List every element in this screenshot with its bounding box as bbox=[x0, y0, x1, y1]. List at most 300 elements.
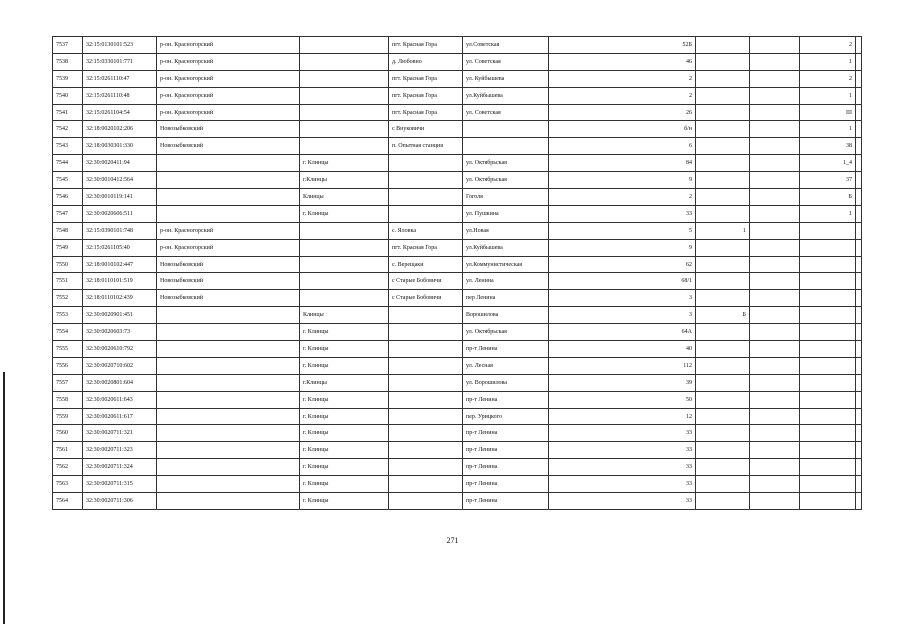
cell-cadastral-number: 32:18:0010102:447 bbox=[83, 256, 157, 273]
cell-structure bbox=[750, 408, 800, 425]
cell-apartment: 1 bbox=[800, 121, 856, 138]
cell-locality: пгт. Красная Гора bbox=[389, 70, 463, 87]
cell-city: г. Клинцы bbox=[300, 459, 389, 476]
cell-cadastral-number: 32:18:0020102:206 bbox=[83, 121, 157, 138]
cell-house-number: 39 bbox=[549, 374, 696, 391]
cell-apartment bbox=[800, 391, 856, 408]
cell-city: г. Клинцы bbox=[300, 205, 389, 222]
cell-spacer bbox=[856, 189, 862, 206]
cell-street: пр-т Ленина bbox=[463, 341, 549, 358]
cell-city: г. Клинцы bbox=[300, 476, 389, 493]
cell-cadastral-number: 32:30:0020711:321 bbox=[83, 425, 157, 442]
cell-building bbox=[696, 476, 750, 493]
cell-house-number: 2 bbox=[549, 70, 696, 87]
cell-cadastral-number: 32:15:0330101:771 bbox=[83, 53, 157, 70]
cell-structure bbox=[750, 425, 800, 442]
cell-street: пр-т Ленина bbox=[463, 442, 549, 459]
cell-structure bbox=[750, 104, 800, 121]
cell-house-number: 5 bbox=[549, 222, 696, 239]
cell-apartment: 1 bbox=[800, 205, 856, 222]
cell-district bbox=[157, 155, 300, 172]
cell-district bbox=[157, 493, 300, 510]
cell-locality bbox=[389, 341, 463, 358]
cell-building bbox=[696, 324, 750, 341]
cell-structure bbox=[750, 374, 800, 391]
page-number: 271 bbox=[446, 536, 459, 545]
cell-cadastral-number: 32:30:0020611:643 bbox=[83, 391, 157, 408]
cell-record-number: 7541 bbox=[53, 104, 83, 121]
cell-spacer bbox=[856, 256, 862, 273]
cell-structure bbox=[750, 324, 800, 341]
cell-record-number: 7553 bbox=[53, 307, 83, 324]
cell-record-number: 7559 bbox=[53, 408, 83, 425]
cell-record-number: 7548 bbox=[53, 222, 83, 239]
cell-apartment bbox=[800, 374, 856, 391]
cell-structure bbox=[750, 273, 800, 290]
cell-street: пр-т Ленина bbox=[463, 476, 549, 493]
cell-city bbox=[300, 87, 389, 104]
cell-house-number: 33 bbox=[549, 425, 696, 442]
cell-cadastral-number: 32:18:0110101:519 bbox=[83, 273, 157, 290]
cell-building bbox=[696, 425, 750, 442]
cell-apartment bbox=[800, 290, 856, 307]
cell-building bbox=[696, 357, 750, 374]
cell-city: г. Клинцы bbox=[300, 324, 389, 341]
cell-street: ул. Пушкина bbox=[463, 205, 549, 222]
cell-city: г. Клинцы bbox=[300, 155, 389, 172]
cell-locality bbox=[389, 374, 463, 391]
table-row bbox=[53, 374, 862, 391]
cell-street bbox=[463, 121, 549, 138]
cell-city bbox=[300, 256, 389, 273]
cell-locality bbox=[389, 391, 463, 408]
cell-spacer bbox=[856, 425, 862, 442]
table-row bbox=[53, 391, 862, 408]
cell-locality bbox=[389, 425, 463, 442]
cell-record-number: 7539 bbox=[53, 70, 83, 87]
cell-building bbox=[696, 37, 750, 54]
cell-district: р-он. Красногорский bbox=[157, 222, 300, 239]
cell-record-number: 7544 bbox=[53, 155, 83, 172]
table-row bbox=[53, 87, 862, 104]
cell-cadastral-number: 32:30:0020901:451 bbox=[83, 307, 157, 324]
cell-locality: пгт. Красная Гора bbox=[389, 37, 463, 54]
cell-building bbox=[696, 189, 750, 206]
cell-apartment bbox=[800, 256, 856, 273]
table-row bbox=[53, 476, 862, 493]
cell-spacer bbox=[856, 408, 862, 425]
cell-house-number: 2 bbox=[549, 189, 696, 206]
table-row bbox=[53, 222, 862, 239]
cell-record-number: 7558 bbox=[53, 391, 83, 408]
cell-structure bbox=[750, 442, 800, 459]
cell-building bbox=[696, 70, 750, 87]
cell-building bbox=[696, 374, 750, 391]
cell-spacer bbox=[856, 172, 862, 189]
cell-building bbox=[696, 273, 750, 290]
cell-record-number: 7545 bbox=[53, 172, 83, 189]
cell-house-number: 62 bbox=[549, 256, 696, 273]
cell-house-number: 9 bbox=[549, 172, 696, 189]
cell-cadastral-number: 32:15:0261105:40 bbox=[83, 239, 157, 256]
cell-structure bbox=[750, 138, 800, 155]
cell-record-number: 7561 bbox=[53, 442, 83, 459]
cell-structure bbox=[750, 37, 800, 54]
table-row bbox=[53, 493, 862, 510]
cell-record-number: 7562 bbox=[53, 459, 83, 476]
cell-structure bbox=[750, 205, 800, 222]
cell-building: Б bbox=[696, 307, 750, 324]
cell-district bbox=[157, 476, 300, 493]
cell-spacer bbox=[856, 53, 862, 70]
cell-house-number: 6 bbox=[549, 138, 696, 155]
cell-apartment bbox=[800, 239, 856, 256]
cell-locality bbox=[389, 324, 463, 341]
cell-record-number: 7537 bbox=[53, 37, 83, 54]
cell-record-number: 7543 bbox=[53, 138, 83, 155]
cell-district bbox=[157, 374, 300, 391]
cell-structure bbox=[750, 256, 800, 273]
table-row bbox=[53, 37, 862, 54]
cell-house-number: 33 bbox=[549, 476, 696, 493]
cell-apartment: 37 bbox=[800, 172, 856, 189]
cell-spacer bbox=[856, 374, 862, 391]
cell-structure bbox=[750, 357, 800, 374]
cell-city bbox=[300, 239, 389, 256]
cell-structure bbox=[750, 155, 800, 172]
cell-city: г. Клинцы bbox=[300, 391, 389, 408]
cell-city: Клинцы bbox=[300, 307, 389, 324]
cell-house-number: 52Б bbox=[549, 37, 696, 54]
cell-spacer bbox=[856, 121, 862, 138]
cell-structure bbox=[750, 391, 800, 408]
cell-cadastral-number: 32:30:0020610:792 bbox=[83, 341, 157, 358]
cell-locality: с. Яловка bbox=[389, 222, 463, 239]
cell-spacer bbox=[856, 442, 862, 459]
cell-street: пр-т Ленина bbox=[463, 425, 549, 442]
cell-district: Новозыбковский bbox=[157, 273, 300, 290]
cell-city: г. Клинцы bbox=[300, 493, 389, 510]
cell-record-number: 7538 bbox=[53, 53, 83, 70]
cell-building bbox=[696, 138, 750, 155]
cell-house-number: 50 bbox=[549, 391, 696, 408]
table-row bbox=[53, 425, 862, 442]
cell-record-number: 7564 bbox=[53, 493, 83, 510]
cell-district: Новозыбковский bbox=[157, 138, 300, 155]
cell-house-number: 40 bbox=[549, 341, 696, 358]
cell-city: г. Клинцы bbox=[300, 341, 389, 358]
cell-street: ул. Октябрьская bbox=[463, 172, 549, 189]
cell-house-number: 46 bbox=[549, 53, 696, 70]
cell-house-number: 33 bbox=[549, 442, 696, 459]
table-row bbox=[53, 70, 862, 87]
cell-building bbox=[696, 205, 750, 222]
cell-spacer bbox=[856, 205, 862, 222]
table-row bbox=[53, 104, 862, 121]
cell-spacer bbox=[856, 70, 862, 87]
cell-city: Клинцы bbox=[300, 189, 389, 206]
cell-apartment: 1 bbox=[800, 53, 856, 70]
cell-street bbox=[463, 138, 549, 155]
cell-district: р-он. Красногорский bbox=[157, 104, 300, 121]
cell-house-number: 64А bbox=[549, 324, 696, 341]
cell-cadastral-number: 32:30:0020711:324 bbox=[83, 459, 157, 476]
cell-apartment: III bbox=[800, 104, 856, 121]
cell-building bbox=[696, 53, 750, 70]
cell-structure bbox=[750, 189, 800, 206]
cell-locality bbox=[389, 408, 463, 425]
cell-district bbox=[157, 459, 300, 476]
cell-spacer bbox=[856, 155, 862, 172]
table-row bbox=[53, 155, 862, 172]
cell-apartment bbox=[800, 341, 856, 358]
cell-street: ул. Куйбышева bbox=[463, 70, 549, 87]
cell-structure bbox=[750, 121, 800, 138]
cell-district bbox=[157, 172, 300, 189]
table-row bbox=[53, 138, 862, 155]
cell-house-number: 33 bbox=[549, 459, 696, 476]
cell-spacer bbox=[856, 493, 862, 510]
cell-structure bbox=[750, 459, 800, 476]
cell-district bbox=[157, 391, 300, 408]
cell-city: г. Клинцы bbox=[300, 357, 389, 374]
cell-cadastral-number: 32:30:0020411:94 bbox=[83, 155, 157, 172]
cell-district bbox=[157, 341, 300, 358]
cell-apartment bbox=[800, 408, 856, 425]
cell-structure bbox=[750, 87, 800, 104]
cell-building bbox=[696, 121, 750, 138]
cell-cadastral-number: 32:30:0020711:315 bbox=[83, 476, 157, 493]
cell-spacer bbox=[856, 391, 862, 408]
cell-locality: пгт. Красная Гора bbox=[389, 104, 463, 121]
cell-apartment: Б bbox=[800, 189, 856, 206]
cell-record-number: 7546 bbox=[53, 189, 83, 206]
cell-street: ул.Советская bbox=[463, 37, 549, 54]
cell-cadastral-number: 32:15:0261104:54 bbox=[83, 104, 157, 121]
cell-district bbox=[157, 357, 300, 374]
cell-spacer bbox=[856, 239, 862, 256]
scan-edge-mark bbox=[3, 372, 5, 624]
cell-district: р-он. Красногорский bbox=[157, 70, 300, 87]
cell-structure bbox=[750, 53, 800, 70]
table-row bbox=[53, 307, 862, 324]
cell-structure bbox=[750, 307, 800, 324]
cell-apartment: 38 bbox=[800, 138, 856, 155]
cell-structure bbox=[750, 222, 800, 239]
cell-house-number: 33 bbox=[549, 205, 696, 222]
table-row bbox=[53, 459, 862, 476]
cell-structure bbox=[750, 172, 800, 189]
cell-cadastral-number: 32:30:0020711:323 bbox=[83, 442, 157, 459]
table-row bbox=[53, 442, 862, 459]
cell-record-number: 7547 bbox=[53, 205, 83, 222]
cell-locality bbox=[389, 476, 463, 493]
cell-cadastral-number: 32:30:0010412:564 bbox=[83, 172, 157, 189]
cell-spacer bbox=[856, 307, 862, 324]
cell-apartment bbox=[800, 425, 856, 442]
cell-district: р-он. Красногорский bbox=[157, 239, 300, 256]
cell-record-number: 7551 bbox=[53, 273, 83, 290]
cell-locality: с Внуковичи bbox=[389, 121, 463, 138]
cell-street: пер. Урицкого bbox=[463, 408, 549, 425]
cell-street: ул. Ленина bbox=[463, 273, 549, 290]
cell-structure bbox=[750, 290, 800, 307]
table-row bbox=[53, 205, 862, 222]
cell-house-number: 3 bbox=[549, 307, 696, 324]
cell-locality: с Старые Бобовичи bbox=[389, 273, 463, 290]
cell-city: г.Клинцы bbox=[300, 374, 389, 391]
cell-building bbox=[696, 256, 750, 273]
cell-spacer bbox=[856, 37, 862, 54]
table-row bbox=[53, 324, 862, 341]
table-row bbox=[53, 290, 862, 307]
cell-apartment: 2 bbox=[800, 37, 856, 54]
cell-locality bbox=[389, 189, 463, 206]
cell-building bbox=[696, 290, 750, 307]
cell-apartment: 1_4 bbox=[800, 155, 856, 172]
cell-locality bbox=[389, 307, 463, 324]
cell-locality bbox=[389, 172, 463, 189]
cell-street: ул.Куйбышева bbox=[463, 87, 549, 104]
cell-structure bbox=[750, 341, 800, 358]
cell-spacer bbox=[856, 476, 862, 493]
cell-street: ул.Коммунистическая bbox=[463, 256, 549, 273]
cell-locality: п. Опытная станция bbox=[389, 138, 463, 155]
table-row bbox=[53, 239, 862, 256]
cell-house-number: 26 bbox=[549, 104, 696, 121]
table-row bbox=[53, 273, 862, 290]
cell-apartment bbox=[800, 442, 856, 459]
cell-spacer bbox=[856, 104, 862, 121]
cell-record-number: 7542 bbox=[53, 121, 83, 138]
cell-record-number: 7560 bbox=[53, 425, 83, 442]
cell-street: ул.Новая bbox=[463, 222, 549, 239]
cell-locality bbox=[389, 442, 463, 459]
cell-house-number: 9 bbox=[549, 239, 696, 256]
cell-apartment bbox=[800, 222, 856, 239]
cell-district bbox=[157, 425, 300, 442]
cell-record-number: 7552 bbox=[53, 290, 83, 307]
cell-locality bbox=[389, 357, 463, 374]
cell-record-number: 7540 bbox=[53, 87, 83, 104]
cell-cadastral-number: 32:30:0010119:141 bbox=[83, 189, 157, 206]
cell-building: 1 bbox=[696, 222, 750, 239]
cell-spacer bbox=[856, 324, 862, 341]
cell-structure bbox=[750, 239, 800, 256]
cell-spacer bbox=[856, 87, 862, 104]
cell-building bbox=[696, 87, 750, 104]
cell-record-number: 7554 bbox=[53, 324, 83, 341]
cell-spacer bbox=[856, 273, 862, 290]
cell-city bbox=[300, 104, 389, 121]
cell-building bbox=[696, 442, 750, 459]
cell-building bbox=[696, 341, 750, 358]
cell-street: ул. Октябрьская bbox=[463, 324, 549, 341]
table-row bbox=[53, 121, 862, 138]
cell-city bbox=[300, 222, 389, 239]
cell-spacer bbox=[856, 290, 862, 307]
cell-street: ул. Лесная bbox=[463, 357, 549, 374]
cell-apartment bbox=[800, 357, 856, 374]
cell-city bbox=[300, 37, 389, 54]
cell-street: пр-т Ленина bbox=[463, 493, 549, 510]
cell-locality bbox=[389, 205, 463, 222]
cell-record-number: 7549 bbox=[53, 239, 83, 256]
cell-cadastral-number: 32:18:0030301:330 bbox=[83, 138, 157, 155]
cell-building bbox=[696, 408, 750, 425]
cell-apartment bbox=[800, 459, 856, 476]
cell-house-number: 112 bbox=[549, 357, 696, 374]
cell-city bbox=[300, 290, 389, 307]
cell-street: Гоголя bbox=[463, 189, 549, 206]
cell-city bbox=[300, 121, 389, 138]
table-row bbox=[53, 341, 862, 358]
cell-street: Ворошилова bbox=[463, 307, 549, 324]
cell-locality: с Старые Бобовичи bbox=[389, 290, 463, 307]
cell-apartment bbox=[800, 307, 856, 324]
cell-locality: пгт. Красная Гора bbox=[389, 87, 463, 104]
cell-district: р-он. Красногорский bbox=[157, 37, 300, 54]
cell-record-number: 7556 bbox=[53, 357, 83, 374]
registry-table bbox=[52, 36, 862, 510]
cell-city bbox=[300, 70, 389, 87]
cell-street: ул. Ворошилова bbox=[463, 374, 549, 391]
cell-locality: с. Верещаки bbox=[389, 256, 463, 273]
table-row bbox=[53, 408, 862, 425]
cell-apartment bbox=[800, 273, 856, 290]
cell-locality bbox=[389, 493, 463, 510]
cell-district: р-он. Красногорский bbox=[157, 53, 300, 70]
table-row bbox=[53, 256, 862, 273]
cell-city: г. Клинцы bbox=[300, 408, 389, 425]
cell-house-number: 12 bbox=[549, 408, 696, 425]
cell-district bbox=[157, 307, 300, 324]
cell-cadastral-number: 32:30:0020801:604 bbox=[83, 374, 157, 391]
cell-district bbox=[157, 324, 300, 341]
cell-building bbox=[696, 459, 750, 476]
cell-cadastral-number: 32:15:0130101:523 bbox=[83, 37, 157, 54]
cell-spacer bbox=[856, 357, 862, 374]
cell-structure bbox=[750, 476, 800, 493]
cell-cadastral-number: 32:15:0261110:48 bbox=[83, 87, 157, 104]
cell-district: Новозыбковский bbox=[157, 290, 300, 307]
registry-table-body bbox=[53, 37, 862, 510]
cell-apartment bbox=[800, 476, 856, 493]
table-row bbox=[53, 189, 862, 206]
cell-district: Новозыбковский bbox=[157, 121, 300, 138]
cell-city: г. Клинцы bbox=[300, 442, 389, 459]
cell-apartment: 2 bbox=[800, 70, 856, 87]
cell-cadastral-number: 32:15:0390101:748 bbox=[83, 222, 157, 239]
cell-house-number: 33 bbox=[549, 493, 696, 510]
cell-street: ул.Куйбышева bbox=[463, 239, 549, 256]
cell-street: пр-т Ленина bbox=[463, 391, 549, 408]
cell-record-number: 7555 bbox=[53, 341, 83, 358]
cell-spacer bbox=[856, 138, 862, 155]
cell-structure bbox=[750, 493, 800, 510]
cell-cadastral-number: 32:18:0110102:439 bbox=[83, 290, 157, 307]
cell-locality: пгт. Красная Гора bbox=[389, 239, 463, 256]
cell-building bbox=[696, 493, 750, 510]
cell-record-number: 7557 bbox=[53, 374, 83, 391]
cell-building bbox=[696, 391, 750, 408]
cell-apartment bbox=[800, 493, 856, 510]
cell-locality bbox=[389, 155, 463, 172]
cell-house-number: 3 bbox=[549, 290, 696, 307]
cell-cadastral-number: 32:15:0261110:47 bbox=[83, 70, 157, 87]
cell-locality bbox=[389, 459, 463, 476]
cell-district bbox=[157, 205, 300, 222]
